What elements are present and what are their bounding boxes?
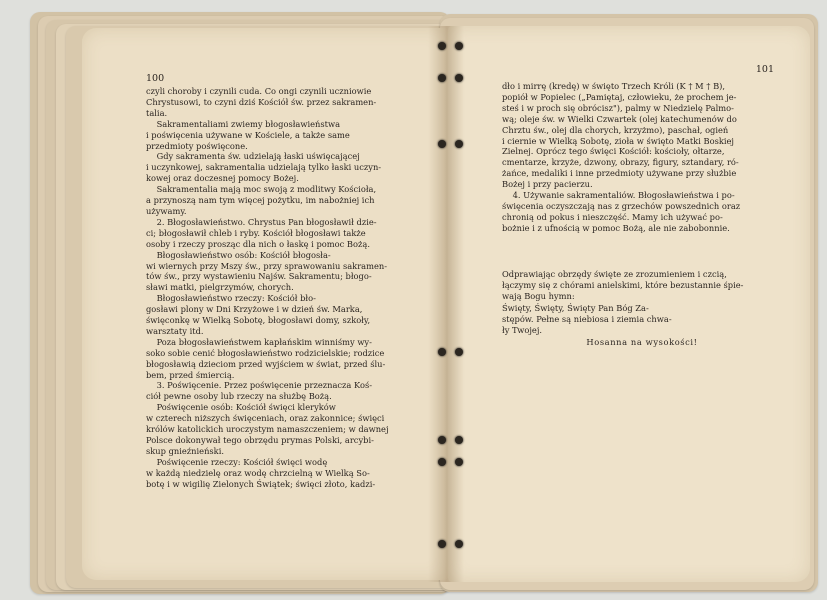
binding-hole [438, 348, 446, 356]
text-line: wi wiernych przy Mszy św., przy sprawowaniu sakramen- [146, 260, 388, 271]
text-line: Odprawiając obrzędy święte ze zrozumieniem i czcią, [502, 269, 727, 279]
page-number-left: 100 [146, 73, 165, 84]
binding-hole [455, 458, 463, 466]
text-line: żańce, medaliki i inne przedmioty używane przy służbie [502, 168, 737, 179]
binding-hole [438, 140, 446, 148]
text-line: święconkę w Wielką Sobotę, błogosławi domy, szkoły, [146, 315, 371, 326]
text-line: stępów. Pełne są niebiosa i ziemia chwa- [502, 313, 672, 324]
text-line: tów św., przy wystawieniu Najśw. Sakramentu; błogo- [146, 271, 372, 282]
text-line: warsztaty itd. [146, 325, 204, 336]
text-line: łączymy się z chórami anielskimi, które bezustannie śpie- [502, 279, 744, 290]
text-line: a przynoszą nam tym więcej pożytku, im nabożniej ich [146, 195, 375, 206]
text-line: botę i w wigilię Zielonych Świątek; święci złoto, kadzi- [146, 478, 376, 489]
text-line: Polsce dokonywał tego obrzędu prymas Polski, arcybi- [146, 435, 374, 445]
text-line: Błogosławieństwo rzeczy: Kościół bło- [146, 293, 316, 304]
book-gutter [428, 26, 464, 582]
text-line: ły Twojej. [502, 324, 543, 335]
text-line: i uczynkowej, sakramentalia udzielają tylko łaski uczyn- [146, 162, 382, 173]
text-line: Poświęcenie osób: Kościół święci kleryków [146, 402, 336, 413]
hosanna-line: Hosanna na wysokości! [586, 337, 698, 347]
binding-hole [455, 436, 463, 444]
text-line: osoby i rzeczy prosząc dla nich o łaskę i pomoc Bożą. [146, 238, 370, 249]
text-line: kowej oraz doczesnej pomocy Bożej. [146, 173, 299, 184]
binding-hole [455, 74, 463, 82]
text-line: popiół w Popielec („Pamiętaj, człowieku, że prochem je- [502, 91, 737, 102]
text-line: talia. [146, 107, 168, 118]
right-page-text [502, 81, 782, 234]
binding-hole [455, 348, 463, 356]
text-line: steś i w proch się obrócisz"), palmy w Niedzielę Palmo- [502, 102, 734, 113]
text-line: w każdą niedzielę oraz wodę chrzcielną w Wielką So- [146, 467, 370, 478]
text-line: sławi matki, pielgrzymów, chorych. [146, 282, 294, 293]
text-line: ciół pewne osoby lub rzeczy na służbę Bożą. [146, 391, 332, 402]
text-line: 3. Poświęcenie. Przez poświęcenie przeznacza Koś- [146, 380, 373, 391]
text-line: Chrystusowi, to czyni dziś Kościół św. przez sakramen- [146, 96, 377, 107]
hymn-text [502, 303, 782, 336]
text-line: 4. Używanie sakramentaliów. Błogosławieństwa i po- [502, 190, 735, 201]
page-number-right: 101 [755, 64, 774, 75]
binding-hole [438, 42, 446, 50]
right-page [448, 26, 810, 582]
binding-hole [455, 42, 463, 50]
text-line: bem, przed śmiercią. [146, 369, 235, 380]
binding-hole [438, 540, 446, 548]
text-line: ci; błogosławił chleb i ryby. Kościół błogosławi także [146, 227, 366, 238]
text-line: Sakramentaliami zwiemy błogosławieństwa [146, 118, 341, 129]
text-line: Zielnej. Oprócz tego święci Kościół: kościoły, ołtarze, [502, 146, 725, 157]
text-line: czyli choroby i czynili cuda. Co ongi czynili uczniowie [146, 86, 372, 96]
text-line: bożnie i z ufnością w pomoc Bożą, ale nie zabobonnie. [502, 222, 730, 233]
binding-hole [455, 140, 463, 148]
text-line: wą; oleje św. w Wielki Czwartek (olej katechumenów do [502, 113, 737, 124]
text-line: skup gnieźnieński. [146, 445, 224, 456]
text-line: królów katolickich uroczystym namaszczeniem; w dawnej [146, 424, 389, 435]
text-line: Poza błogosławieństwem kapłańskim winniśmy wy- [146, 336, 372, 347]
text-line: Poświęcenie rzeczy: Kościół święci wodę [146, 456, 328, 467]
text-line: Sakramentalia mają moc swoją z modlitwy Kościoła, [146, 184, 377, 195]
text-line: i ciernie w Wielką Sobotę, zioła w święto Matki Boskiej [502, 135, 734, 146]
text-line: Gdy sakramenta św. udzielają łaski uświęcającej [146, 151, 360, 162]
text-line: dło i mirrę (kredę) w święto Trzech Króli (K † M † B), [502, 81, 726, 91]
text-line: błogosławią dzieciom przed wyjściem w świat, przed ślu- [146, 358, 386, 369]
text-line: soko sobie cenić błogosławieństwo rodzicielskie; rodzice [146, 347, 385, 358]
text-line: święcenia oczyszczają nas z grzechów powszednich oraz [502, 200, 741, 211]
text-line: chronią od pokus i nieszczęść. Mamy ich używać po- [502, 211, 723, 222]
text-line: przedmioty poświęcone. [146, 140, 248, 151]
text-line: 2. Błogosławieństwo. Chrystus Pan błogosławił dzie- [146, 216, 377, 227]
hymn-intro [502, 269, 782, 302]
left-page [82, 28, 448, 580]
text-line: Bożej i przy pacierzu. [502, 179, 593, 190]
text-line: używamy. [146, 205, 187, 216]
text-line: gosławi plony w Dni Krzyżowe i w dzień św. Marka, [146, 304, 363, 315]
binding-hole [438, 74, 446, 82]
text-line: wają Bogu hymn: [502, 290, 575, 301]
binding-hole [455, 540, 463, 548]
text-line: Błogosławieństwo osób: Kościół błogosła- [146, 249, 331, 260]
text-line: w czterech niższych święceniach, oraz zakonnice; święci [146, 413, 385, 424]
text-line: Chrztu św., olej dla chorych, krzyżmo), paschał, ogień [502, 124, 729, 135]
left-page-text [146, 86, 414, 490]
text-line: cmentarze, krzyże, dzwony, obrazy, figury, sztandary, ró- [502, 157, 739, 168]
binding-hole [438, 458, 446, 466]
binding-hole [438, 436, 446, 444]
text-line: i poświęcenia używane w Kościele, a także same [146, 129, 350, 140]
text-line: Święty, Święty, Święty Pan Bóg Za- [502, 303, 649, 313]
